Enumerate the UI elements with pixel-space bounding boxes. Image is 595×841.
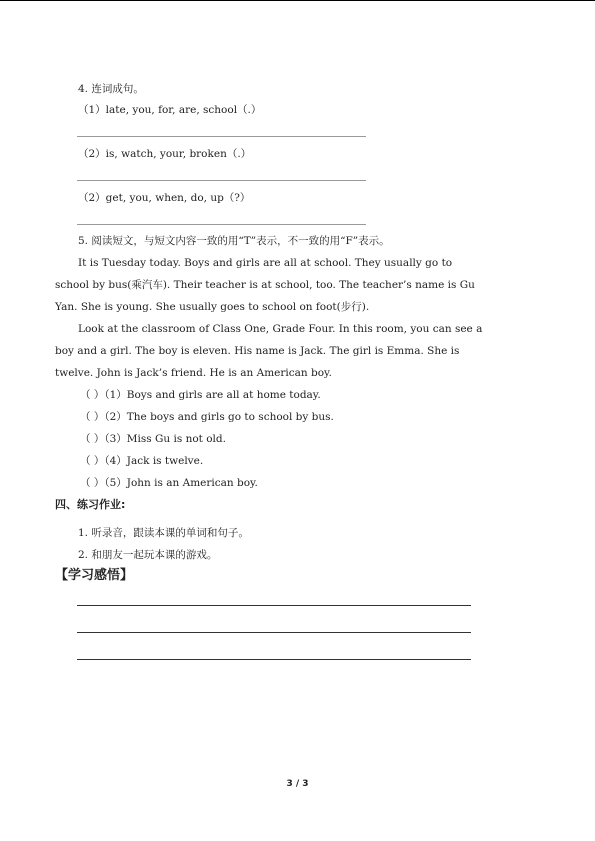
homework-item-2: 2. 和朋友一起玩本课的游戏。	[78, 549, 218, 561]
passage-line: Look at the classroom of Class One, Grade Four. In this room, you can see a	[78, 323, 483, 335]
passage-line: Yan. She is young. She usually goes to school on foot(步行).	[55, 301, 370, 313]
reflection-heading: 【学习感悟】	[55, 568, 134, 583]
question-item-2: （2）is, watch, your, broken（.）	[78, 148, 252, 160]
answer-line-1[interactable]	[77, 136, 366, 137]
question-item-1: （1）late, you, for, are, school（.）	[78, 104, 262, 116]
reflection-line-1[interactable]	[77, 605, 471, 606]
answer-line-3[interactable]	[77, 224, 366, 225]
tf-statement-2[interactable]: （ ）（2）The boys and girls go to school by bus.	[80, 411, 334, 423]
tf-statement-4[interactable]: （ ）（4）Jack is twelve.	[80, 455, 204, 467]
page-top-border	[0, 0, 595, 1]
passage-line: It is Tuesday today. Boys and girls are all at school. They usually go to	[78, 257, 453, 269]
passage-line: school by bus(乘汽车). Their teacher is at school, too. The teacher’s name is Gu	[55, 279, 475, 291]
page-number: 3 / 3	[286, 779, 309, 789]
reflection-line-2[interactable]	[77, 632, 471, 633]
passage-line: boy and a girl. The boy is eleven. His name is Jack. The girl is Emma. She is	[55, 345, 460, 357]
section-4-title: 4. 连词成句。	[78, 83, 144, 95]
question-item-3: （2）get, you, when, do, up（?）	[78, 192, 251, 204]
tf-statement-3[interactable]: （ ）（3）Miss Gu is not old.	[80, 433, 226, 445]
homework-item-1: 1. 听录音，跟读本课的单词和句子。	[78, 527, 249, 539]
answer-line-2[interactable]	[77, 180, 366, 181]
passage-line: twelve. John is Jack’s friend. He is an American boy.	[55, 367, 332, 379]
section-5-title: 5. 阅读短文，与短文内容一致的用“T”表示，不一致的用“F”表示。	[78, 235, 390, 247]
homework-heading: 四、练习作业:	[55, 498, 126, 511]
tf-statement-5[interactable]: （ ）（5）John is an American boy.	[80, 477, 258, 489]
reflection-line-3[interactable]	[77, 659, 471, 660]
tf-statement-1[interactable]: （ ）（1）Boys and girls are all at home today.	[80, 389, 321, 401]
